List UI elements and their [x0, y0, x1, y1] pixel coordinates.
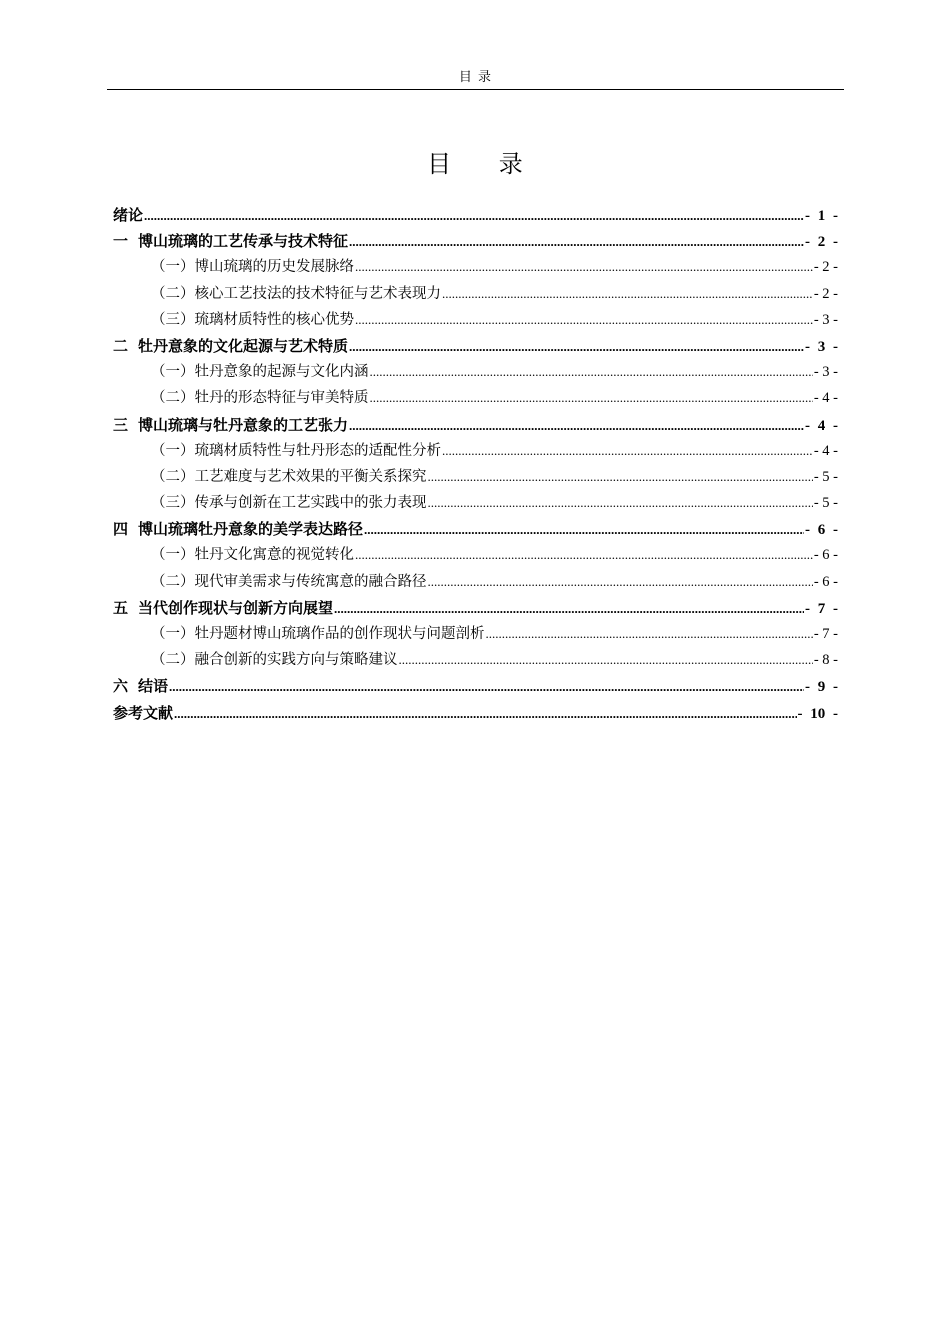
- toc-entry-label: [151, 569, 427, 595]
- toc-entry-text: （二）核心工艺技法的技术特征与艺术表现力: [151, 285, 441, 302]
- toc-section-entry[interactable]: [113, 490, 838, 516]
- toc-entry-text: 牡丹意象的文化起源与艺术特质: [138, 336, 349, 355]
- toc-entry-label: [151, 385, 369, 411]
- toc-entry-text: 博山琉璃牡丹意象的美学表达路径: [138, 520, 364, 539]
- toc-entry-label: [113, 673, 168, 699]
- toc-entry-text: （一）牡丹题材博山琉璃作品的创作现状与问题剖析: [151, 626, 485, 642]
- toc-chapter-entry[interactable]: [113, 228, 838, 254]
- toc-dot-leader: [428, 569, 813, 595]
- toc-entry-label: [113, 595, 333, 621]
- toc-entry-label: [151, 438, 441, 464]
- toc-dot-leader: [144, 203, 804, 228]
- toc-entry-text: （二）牡丹的形态特征与审美特质: [151, 390, 369, 407]
- toc-entry-text: 结语: [138, 677, 169, 696]
- toc-page-number: - 6 -: [813, 573, 838, 590]
- toc-entry-label: [151, 621, 485, 647]
- toc-entry-label: [113, 516, 363, 542]
- toc-dot-leader: [370, 359, 813, 385]
- toc-page-number: - 3 -: [813, 311, 838, 328]
- toc-title: 目 录: [427, 150, 543, 178]
- toc-entry-label: [113, 228, 348, 254]
- toc-page-number: - 4 -: [813, 442, 838, 459]
- toc-chapter-entry[interactable]: [113, 595, 838, 621]
- toc-dot-leader: [370, 385, 813, 411]
- toc-page-number: - 9 -: [805, 679, 838, 696]
- toc-entry-label: [151, 464, 427, 490]
- toc-dot-leader: [169, 674, 804, 699]
- toc-dot-leader: [349, 413, 804, 438]
- toc-entry-text: （一）琉璃材质特性与牡丹形态的适配性分析: [151, 442, 441, 459]
- toc-entry-label: [151, 254, 354, 280]
- toc-entry-label: [113, 412, 348, 438]
- toc-chapter-entry[interactable]: [113, 202, 838, 228]
- toc-entry-label: [151, 281, 441, 307]
- toc-entry-number: 二: [113, 336, 129, 355]
- toc-page-number: - 4 -: [805, 417, 838, 434]
- toc-page-number: - 5 -: [813, 495, 838, 512]
- toc-chapter-entry[interactable]: [113, 700, 838, 726]
- toc-page-number: - 7 -: [813, 626, 838, 642]
- toc-dot-leader: [442, 438, 813, 464]
- toc-chapter-entry[interactable]: [113, 412, 838, 438]
- toc-section-entry[interactable]: [113, 438, 838, 464]
- toc-entry-label: [151, 647, 398, 673]
- toc-chapter-entry[interactable]: [113, 516, 838, 542]
- toc-entry-text: （二）现代审美需求与传统寓意的融合路径: [151, 573, 427, 590]
- toc-entry-text: 博山琉璃与牡丹意象的工艺张力: [138, 415, 349, 434]
- toc-entry-number: 六: [113, 677, 129, 696]
- toc-entry-number: 一: [113, 232, 129, 251]
- toc-dot-leader: [174, 701, 796, 726]
- toc-dot-leader: [364, 517, 804, 542]
- toc-section-entry[interactable]: [113, 647, 838, 673]
- toc-dot-leader: [442, 281, 813, 307]
- toc-entry-text: （一）博山琉璃的历史发展脉络: [151, 259, 354, 276]
- toc-section-entry[interactable]: [113, 569, 838, 595]
- toc-page-number: - 3 -: [813, 364, 838, 381]
- toc-entry-text: （二）工艺难度与艺术效果的平衡关系探究: [151, 468, 427, 485]
- toc-entry-text: （一）牡丹文化寓意的视觉转化: [151, 547, 354, 564]
- toc-section-entry[interactable]: [113, 621, 838, 647]
- toc-entry-label: [151, 542, 354, 568]
- toc-entry-text: 绪论: [113, 206, 144, 224]
- toc-page-number: - 5 -: [813, 468, 838, 485]
- toc-page-number: - 6 -: [813, 547, 838, 564]
- toc-dot-leader: [349, 334, 804, 359]
- toc-dot-leader: [355, 254, 813, 280]
- toc-entry-text: （三）传承与创新在工艺实践中的张力表现: [151, 495, 427, 512]
- toc-page-number: - 2 -: [813, 285, 838, 302]
- toc-dot-leader: [428, 490, 813, 516]
- toc-entry-text: 当代创作现状与创新方向展望: [138, 598, 334, 617]
- toc-dot-leader: [355, 542, 813, 568]
- table-of-contents: [113, 202, 838, 726]
- toc-dot-leader: [399, 647, 813, 673]
- toc-page-number: - 1 -: [805, 208, 838, 224]
- toc-page-number: - 4 -: [813, 390, 838, 407]
- toc-dot-leader: [349, 229, 804, 254]
- toc-section-entry[interactable]: [113, 464, 838, 490]
- toc-entry-number: 五: [113, 598, 129, 617]
- toc-entry-label: [151, 490, 427, 516]
- toc-dot-leader: [355, 307, 813, 333]
- toc-section-entry[interactable]: [113, 281, 838, 307]
- toc-entry-number: 三: [113, 415, 129, 434]
- toc-entry-label: [113, 700, 173, 726]
- toc-section-entry[interactable]: [113, 542, 838, 568]
- toc-chapter-entry[interactable]: [113, 333, 838, 359]
- toc-entry-number: 四: [113, 520, 129, 539]
- toc-section-entry[interactable]: [113, 385, 838, 411]
- toc-entry-label: [151, 307, 354, 333]
- running-header: [107, 68, 844, 90]
- toc-entry-label: [113, 202, 143, 228]
- toc-section-entry[interactable]: [113, 359, 838, 385]
- toc-page-number: - 2 -: [805, 234, 838, 251]
- toc-page-number: - 2 -: [813, 259, 838, 276]
- toc-entry-text: 博山琉璃的工艺传承与技术特征: [138, 232, 349, 251]
- toc-page-number: - 3 -: [805, 338, 838, 355]
- toc-entry-text: （一）牡丹意象的起源与文化内涵: [151, 364, 369, 381]
- toc-section-entry[interactable]: [113, 254, 838, 280]
- toc-entry-text: 参考文献: [113, 703, 174, 722]
- toc-dot-leader: [486, 621, 813, 647]
- toc-page-number: - 8 -: [813, 652, 838, 669]
- toc-page-number: - 6 -: [805, 522, 838, 539]
- toc-page-number: - 10 -: [797, 705, 838, 722]
- toc-section-entry[interactable]: [113, 307, 838, 333]
- toc-dot-leader: [428, 464, 813, 490]
- toc-entry-text: （三）琉璃材质特性的核心优势: [151, 311, 354, 328]
- toc-entry-label: [151, 359, 369, 385]
- toc-chapter-entry[interactable]: [113, 673, 838, 699]
- toc-dot-leader: [334, 596, 804, 621]
- running-header-title: 目 录: [458, 70, 493, 85]
- toc-entry-label: [113, 333, 348, 359]
- toc-page-number: - 7 -: [805, 600, 838, 617]
- toc-entry-text: （二）融合创新的实践方向与策略建议: [151, 652, 398, 669]
